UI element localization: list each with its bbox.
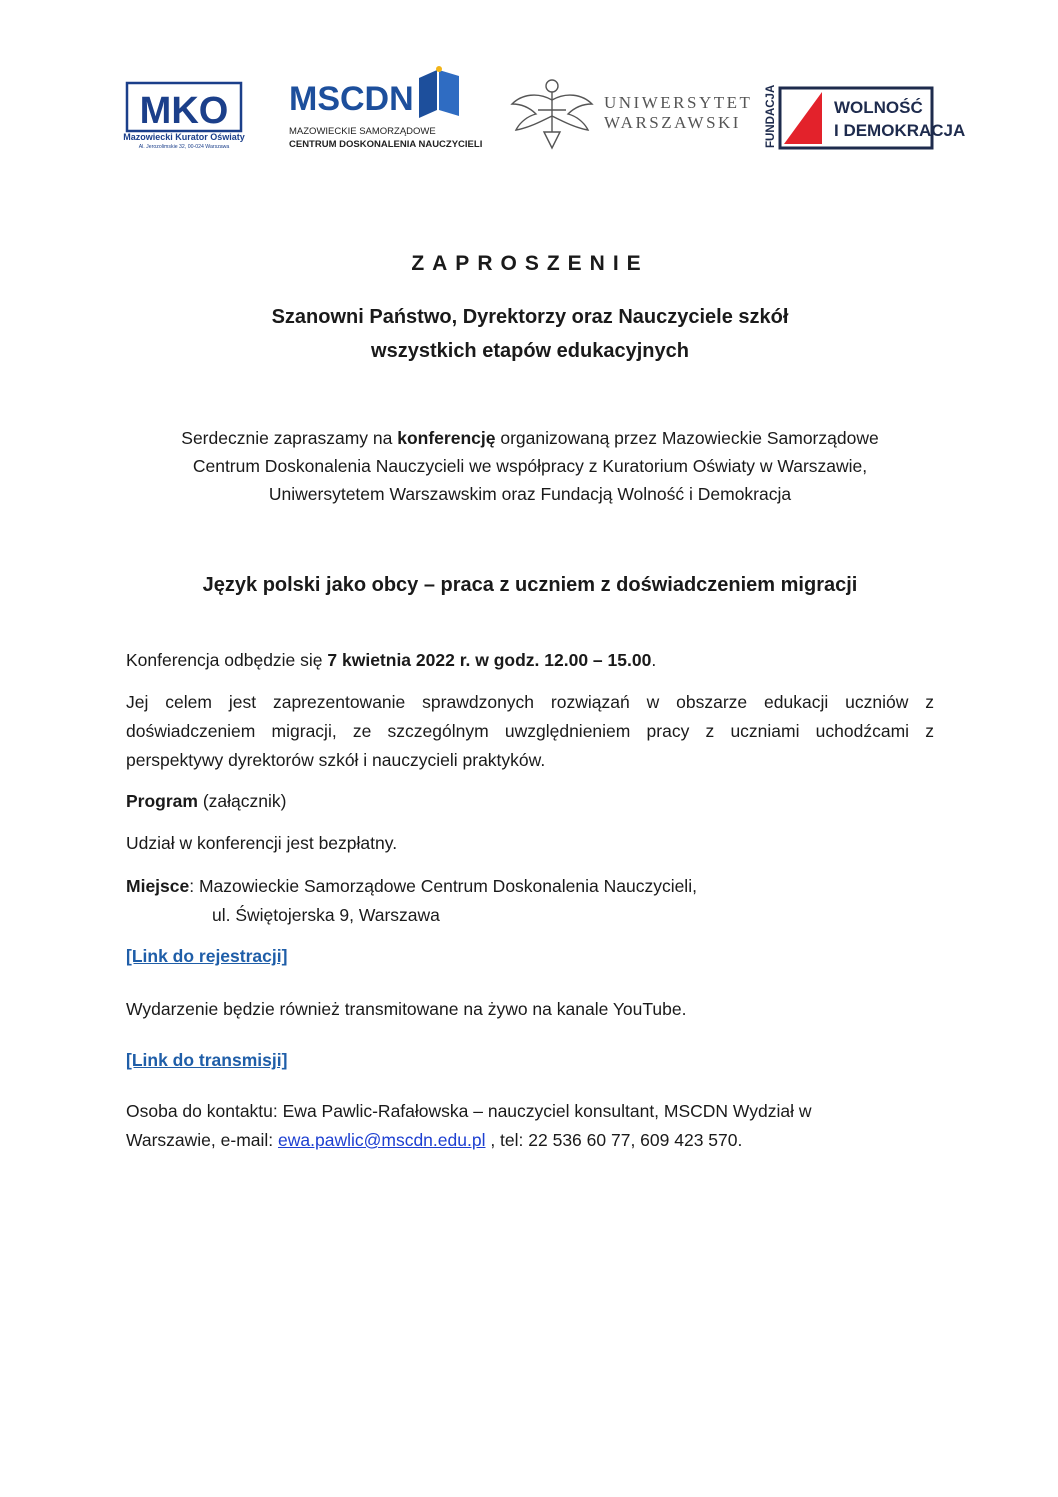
goal-paragraph: Jej celem jest zaprezentowanie sprawdzonych rozwiązań w obszarze edukacji uczniów z doświadczeniem migracji, ze szczególnym uwzględnieniem pracy z uczniami uchodźcami z perspektywy dyrektorów szkół i nauczycieli praktyków. bbox=[126, 692, 934, 770]
book-icon bbox=[419, 66, 459, 118]
uw-logo bbox=[508, 70, 753, 152]
uw-logo-line1: UNIWERSYTET bbox=[604, 93, 753, 112]
youtube-info: Wydarzenie będzie również transmitowane na żywo na kanale YouTube. bbox=[126, 999, 687, 1019]
intro-bold: konferencję bbox=[397, 428, 496, 448]
fwd-logo bbox=[762, 84, 966, 150]
program-label: Program bbox=[126, 791, 198, 811]
intro-before: Serdecznie zapraszamy na bbox=[181, 428, 398, 448]
mko-logo-mark: MKO bbox=[139, 90, 229, 132]
intro-line1-after: organizowaną przez Mazowieckie Samorządowe bbox=[495, 428, 879, 448]
date-after: . bbox=[651, 650, 657, 670]
mko-logo-address: Al. Jerozolimskie 32, 00-024 Warszawa bbox=[138, 144, 230, 150]
contact-paragraph bbox=[126, 1097, 934, 1155]
place-label: Miejsce bbox=[126, 876, 190, 896]
red-arrow-icon bbox=[784, 92, 822, 144]
uw-logo-line2: WARSZAWSKI bbox=[604, 113, 741, 132]
free-participation: Udział w konferencji jest bezpłatny. bbox=[126, 833, 398, 853]
invitation-title: ZAPROSZENIE bbox=[411, 252, 649, 275]
mko-logo-caption: Mazowiecki Kurator Oświaty bbox=[123, 132, 245, 142]
place-line2: ul. Świętojerska 9, Warszawa bbox=[212, 905, 440, 925]
registration-link[interactable]: [Link do rejestracji] bbox=[126, 946, 288, 966]
greeting bbox=[126, 300, 934, 368]
place bbox=[126, 872, 934, 930]
stream-link-row bbox=[126, 1046, 934, 1075]
program-line bbox=[126, 787, 934, 816]
mscdn-logo bbox=[289, 66, 483, 150]
registration-link-row bbox=[126, 942, 934, 971]
eagle-emblem-icon bbox=[512, 80, 592, 148]
contact-line2-before: Warszawie, e-mail: bbox=[126, 1130, 279, 1150]
contact-line1: Osoba do kontaktu: Ewa Pawlic-Rafałowska – nauczyciel konsultant, MSCDN Wydział w bbox=[126, 1101, 812, 1121]
stream-link[interactable]: [Link do transmisji] bbox=[126, 1050, 288, 1070]
greeting-line1: Szanowni Państwo, Dyrektorzy oraz Nauczyciele szkół bbox=[271, 306, 789, 328]
fwd-logo-line1: WOLNOŚĆ bbox=[834, 98, 923, 117]
mscdn-logo-mark: MSCDN bbox=[289, 80, 414, 118]
contact-line2-after: , tel: 22 536 60 77, 609 423 570. bbox=[485, 1130, 743, 1150]
mscdn-logo-line1: MAZOWIECKIE SAMORZĄDOWE bbox=[289, 126, 436, 137]
contact-email-link[interactable]: ewa.pawlic@mscdn.edu.pl bbox=[278, 1130, 486, 1150]
greeting-line2: wszystkich etapów edukacyjnych bbox=[371, 340, 689, 362]
mscdn-logo-line2: CENTRUM DOSKONALENIA NAUCZYCIELI bbox=[289, 139, 483, 150]
fwd-logo-line2: I DEMOKRACJA bbox=[834, 121, 966, 140]
date-bold: 7 kwietnia 2022 r. w godz. 12.00 – 15.00 bbox=[327, 650, 652, 670]
conference-topic: Język polski jako obcy – praca z uczniem z doświadczeniem migracji bbox=[202, 574, 858, 596]
place-line1: : Mazowieckie Samorządowe Centrum Doskonalenia Nauczycieli, bbox=[189, 876, 697, 896]
intro-paragraph bbox=[126, 424, 934, 508]
intro-line3: Uniwersytetem Warszawskim oraz Fundacją Wolność i Demokracja bbox=[268, 484, 792, 504]
fwd-logo-side: FUNDACJA bbox=[765, 84, 777, 148]
program-after: (załącznik) bbox=[197, 791, 287, 811]
date-before: Konferencja odbędzie się bbox=[126, 650, 328, 670]
date-line bbox=[126, 646, 934, 675]
intro-line2: Centrum Doskonalenia Nauczycieli we współpracy z Kuratorium Oświaty w Warszawie, bbox=[192, 456, 868, 476]
mko-logo bbox=[123, 82, 245, 150]
